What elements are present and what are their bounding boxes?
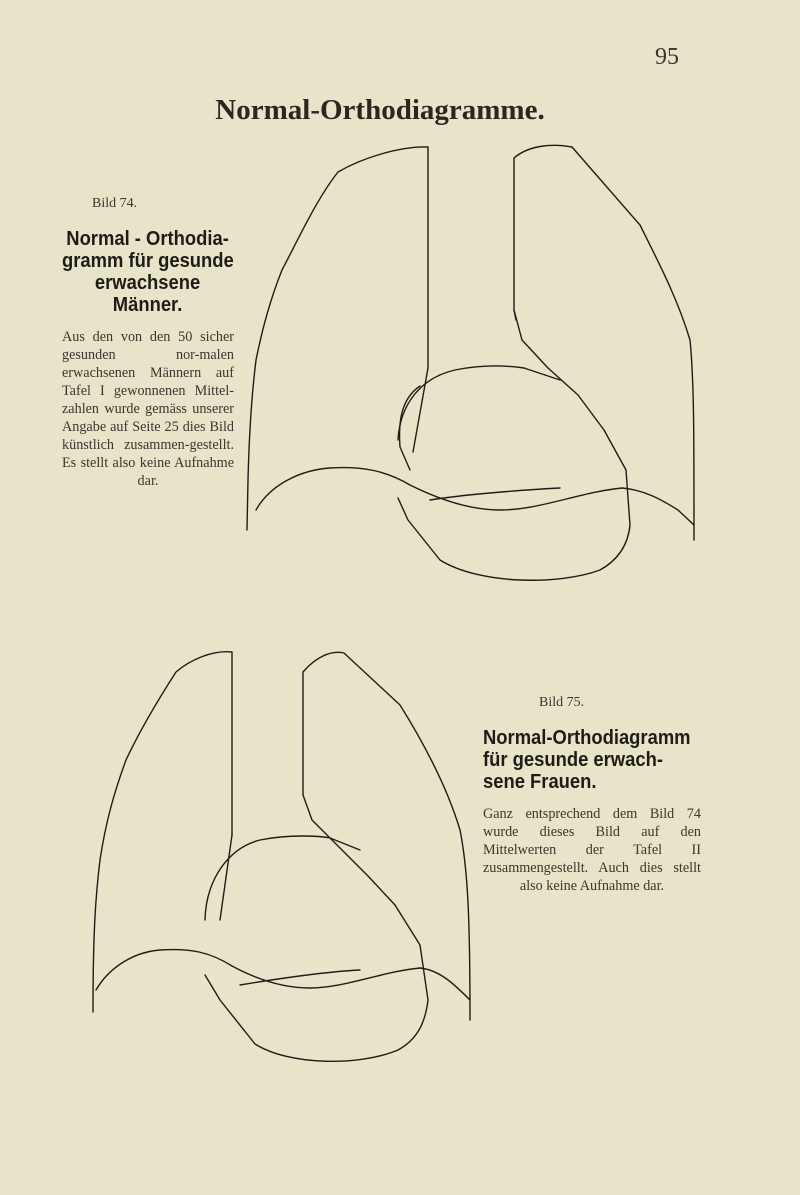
heading-line: Männer. — [112, 294, 183, 316]
orthodiagram-bild-74 — [247, 145, 694, 580]
mediastinum-right — [413, 368, 428, 452]
diaphragm-right — [256, 468, 622, 510]
lung-left-outline — [514, 145, 694, 540]
mediastinum-right — [220, 835, 232, 920]
diaphragm-left — [622, 488, 694, 525]
heading-line: Normal-Orthodiagramm — [483, 727, 691, 749]
figure-label: Bild 75. — [539, 695, 585, 710]
diaphragm-right — [96, 950, 420, 990]
lung-right-outline — [247, 147, 428, 530]
heart-apex-shadow — [430, 488, 560, 500]
heading-line: erwachsene — [94, 272, 201, 294]
heart-left-border — [398, 310, 630, 580]
page-number: 95 — [655, 44, 679, 70]
heading-line: für gesunde erwach- — [483, 749, 663, 771]
page-title: Normal-Orthodiagramme. — [215, 94, 545, 126]
heading-line: Normal - Orthodia- — [66, 228, 229, 250]
heading-line: sene Frauen. — [483, 771, 597, 793]
figure-description: Aus den von den 50 sicher gesunden nor-malen erwachsenen Männern auf Tafel I gewonnenen Mittel-zahlen wurde gemäss unserer Angabe auf Seite 25 dies Bild künstlich zusammen-gestellt. Es stellt also keine Aufnahme dar. — [62, 329, 234, 489]
orthodiagram-bild-75 — [93, 652, 470, 1062]
aortic-arc — [205, 836, 360, 920]
heart-left-border — [205, 795, 428, 1061]
figure-label: Bild 74. — [92, 196, 138, 211]
heading-line: gramm für gesunde — [62, 250, 234, 272]
lung-right-outline — [93, 652, 232, 1012]
figure-description: Ganz entsprechend dem Bild 74 wurde dieses Bild auf den Mittelwerten der Tafel II zusammengestellt. Auch dies stellt also keine Aufnahme dar. — [483, 806, 701, 894]
